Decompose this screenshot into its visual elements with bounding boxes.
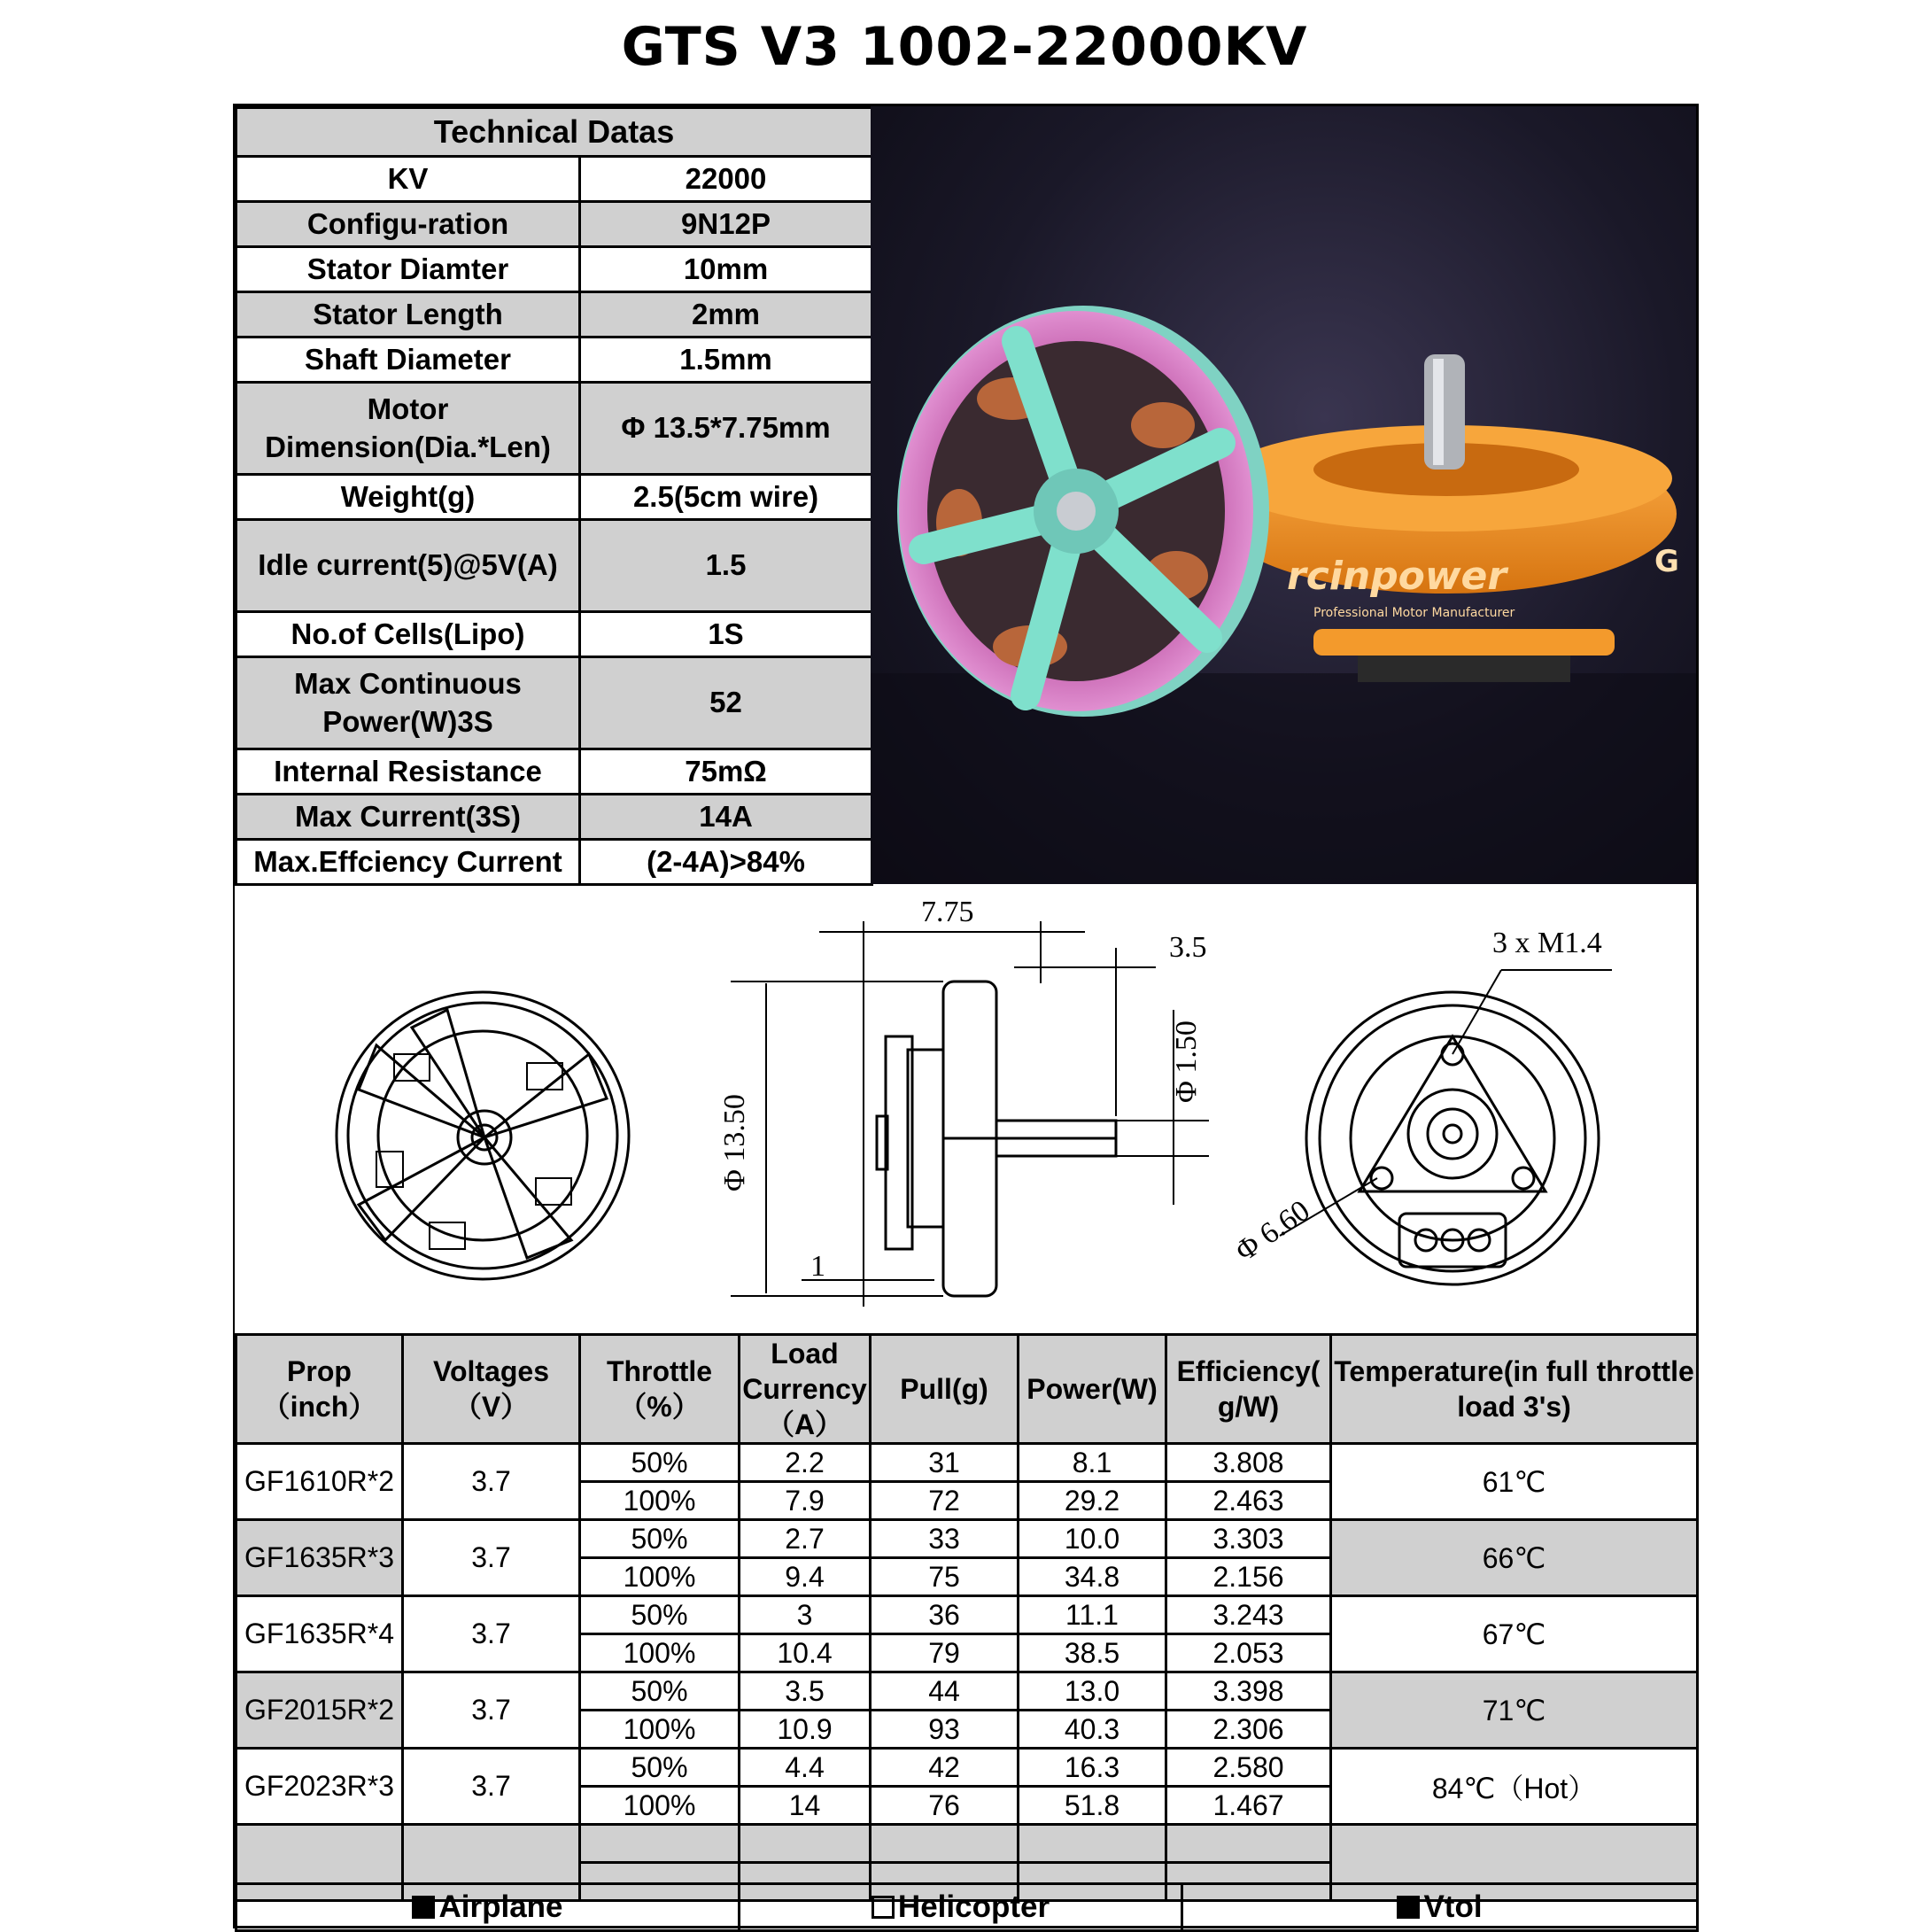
table-row	[236, 1749, 1698, 1787]
tech-header: Technical Datas	[236, 108, 872, 157]
spec-label: Max.Effciency Current	[236, 840, 580, 885]
efficiency-cell: 3.808	[1166, 1444, 1331, 1482]
current-cell: 10.9	[740, 1711, 871, 1749]
dim-bolt-circle: Φ 6.60	[1229, 1193, 1316, 1269]
current-cell: 7.9	[740, 1482, 871, 1520]
spec-value: 2.5(5cm wire)	[580, 475, 872, 520]
voltage-cell: 3.7	[403, 1444, 580, 1520]
col-prop: Prop （inch）	[236, 1335, 403, 1444]
checked-box-icon	[412, 1896, 435, 1919]
pull-cell: 76	[871, 1787, 1019, 1825]
temperature-cell: 67℃	[1331, 1596, 1698, 1672]
temperature-cell: 61℃	[1331, 1444, 1698, 1520]
pull-cell: 72	[871, 1482, 1019, 1520]
spec-value: (2-4A)>84%	[580, 840, 872, 885]
throttle-cell: 100%	[580, 1634, 740, 1672]
application-label: Vtol	[1423, 1889, 1483, 1924]
dim-base: 1	[810, 1250, 825, 1283]
current-cell: 3.5	[740, 1672, 871, 1711]
voltage-cell: 3.7	[403, 1749, 580, 1825]
table-row	[236, 1444, 1698, 1482]
temperature-cell: 84℃（Hot）	[1331, 1749, 1698, 1825]
efficiency-cell: 2.156	[1166, 1558, 1331, 1596]
orange-motor	[1216, 354, 1679, 682]
dim-screws: 3 x M1.4	[1492, 927, 1602, 959]
efficiency-cell: 2.580	[1166, 1749, 1331, 1787]
power-cell: 8.1	[1019, 1444, 1166, 1482]
spec-value: 14A	[580, 795, 872, 840]
efficiency-cell: 2.306	[1166, 1711, 1331, 1749]
dim-shaft-length: 3.5	[1169, 931, 1207, 964]
application-vtol	[1182, 1884, 1698, 1931]
efficiency-cell: 1.467	[1166, 1787, 1331, 1825]
spec-label: Motor Dimension(Dia.*Len)	[236, 383, 580, 475]
brand-logo: rcinpower	[1287, 554, 1507, 599]
col-pull: Pull(g)	[871, 1335, 1019, 1444]
col-efficiency: Efficiency( g/W)	[1166, 1335, 1331, 1444]
spec-value: 22000	[580, 157, 872, 202]
dim-shaft-diameter: Φ 1.50	[1170, 1020, 1203, 1103]
spec-label: Idle current(5)@5V(A)	[236, 520, 580, 612]
current-cell: 9.4	[740, 1558, 871, 1596]
throttle-cell: 100%	[580, 1787, 740, 1825]
pull-cell: 33	[871, 1520, 1019, 1558]
col-voltage: Voltages （V）	[403, 1335, 580, 1444]
voltage-cell: 3.7	[403, 1520, 580, 1596]
power-cell: 11.1	[1019, 1596, 1166, 1634]
throttle-cell: 100%	[580, 1482, 740, 1520]
power-cell: 13.0	[1019, 1672, 1166, 1711]
power-cell: 34.8	[1019, 1558, 1166, 1596]
checked-box-icon	[1397, 1896, 1420, 1919]
spec-label: KV	[236, 157, 580, 202]
spec-label: No.of Cells(Lipo)	[236, 612, 580, 657]
motor-render	[871, 106, 1696, 884]
prop-cell: GF1610R*2	[236, 1444, 403, 1520]
application-label: Airplane	[438, 1889, 563, 1924]
spec-value: 1.5	[580, 520, 872, 612]
spec-label: Stator Length	[236, 292, 580, 338]
efficiency-cell: 3.243	[1166, 1596, 1331, 1634]
spec-value: 75mΩ	[580, 749, 872, 795]
empty-row	[236, 1825, 1698, 1863]
spec-value: 10mm	[580, 247, 872, 292]
spec-label: Configu-ration	[236, 202, 580, 247]
test-data-table	[235, 1333, 1699, 1902]
temperature-cell: 66℃	[1331, 1520, 1698, 1596]
current-cell: 2.2	[740, 1444, 871, 1482]
current-cell: 4.4	[740, 1749, 871, 1787]
spec-value: 1S	[580, 612, 872, 657]
efficiency-cell: 3.398	[1166, 1672, 1331, 1711]
floor-reflection	[871, 673, 1696, 884]
application-airplane	[236, 1884, 740, 1931]
rear-view	[1280, 970, 1612, 1284]
power-cell: 10.0	[1019, 1520, 1166, 1558]
col-throttle: Throttle （%）	[580, 1335, 740, 1444]
spec-label: Stator Diamter	[236, 247, 580, 292]
throttle-cell: 50%	[580, 1596, 740, 1634]
power-cell: 40.3	[1019, 1711, 1166, 1749]
col-temperature: Temperature(in full throttle load 3's)	[1331, 1335, 1698, 1444]
side-view	[731, 921, 1209, 1307]
current-cell: 2.7	[740, 1520, 871, 1558]
table-row	[236, 1520, 1698, 1558]
current-cell: 14	[740, 1787, 871, 1825]
prop-cell: GF2023R*3	[236, 1749, 403, 1825]
pull-cell: 93	[871, 1711, 1019, 1749]
pull-cell: 75	[871, 1558, 1019, 1596]
front-view	[337, 992, 629, 1279]
efficiency-cell: 2.053	[1166, 1634, 1331, 1672]
prop-cell: GF1635R*3	[236, 1520, 403, 1596]
pull-cell: 31	[871, 1444, 1019, 1482]
technical-drawing	[235, 886, 1696, 1333]
spec-label: Max Current(3S)	[236, 795, 580, 840]
application-label: Helicopter	[897, 1889, 1050, 1924]
dim-length: 7.75	[921, 896, 974, 928]
current-cell: 3	[740, 1596, 871, 1634]
table-row	[236, 1596, 1698, 1634]
throttle-cell: 50%	[580, 1444, 740, 1482]
spec-value: 9N12P	[580, 202, 872, 247]
prop-cell: GF1635R*4	[236, 1596, 403, 1672]
spec-value: 52	[580, 657, 872, 749]
col-power: Power(W)	[1019, 1335, 1166, 1444]
spec-value: 2mm	[580, 292, 872, 338]
prop-cell: GF2015R*2	[236, 1672, 403, 1749]
page-title: GTS V3 1002-22000KV	[621, 16, 1308, 78]
applications-row	[235, 1882, 1699, 1932]
power-cell: 29.2	[1019, 1482, 1166, 1520]
temperature-cell: 71℃	[1331, 1672, 1698, 1749]
pull-cell: 44	[871, 1672, 1019, 1711]
throttle-cell: 50%	[580, 1672, 740, 1711]
unchecked-box-icon	[872, 1896, 895, 1919]
col-current: Load Currency（A）	[740, 1335, 871, 1444]
dimension-drawing	[235, 886, 1696, 1333]
efficiency-cell: 2.463	[1166, 1482, 1331, 1520]
spec-label: Max Continuous Power(W)3S	[236, 657, 580, 749]
power-cell: 16.3	[1019, 1749, 1166, 1787]
pink-motor	[897, 306, 1269, 717]
efficiency-cell: 3.303	[1166, 1520, 1331, 1558]
current-cell: 10.4	[740, 1634, 871, 1672]
pull-cell: 79	[871, 1634, 1019, 1672]
pull-cell: 42	[871, 1749, 1019, 1787]
pull-cell: 36	[871, 1596, 1019, 1634]
spec-label: Shaft Diameter	[236, 338, 580, 383]
power-cell: 38.5	[1019, 1634, 1166, 1672]
application-helicopter	[740, 1884, 1182, 1931]
throttle-cell: 50%	[580, 1749, 740, 1787]
throttle-cell: 100%	[580, 1711, 740, 1749]
spec-label: Internal Resistance	[236, 749, 580, 795]
voltage-cell: 3.7	[403, 1596, 580, 1672]
voltage-cell: 3.7	[403, 1672, 580, 1749]
technical-data-table	[235, 106, 873, 886]
spec-value: Φ 13.5*7.75mm	[580, 383, 872, 475]
throttle-cell: 100%	[580, 1558, 740, 1596]
power-cell: 51.8	[1019, 1787, 1166, 1825]
spec-value: 1.5mm	[580, 338, 872, 383]
brand-tagline: Professional Motor Manufacturer	[1313, 606, 1515, 620]
spec-label: Weight(g)	[236, 475, 580, 520]
table-row	[236, 1672, 1698, 1711]
dim-diameter: Φ 13.50	[718, 1094, 751, 1191]
throttle-cell: 50%	[580, 1520, 740, 1558]
product-photo	[871, 106, 1696, 884]
brand-badge: G	[1654, 544, 1679, 579]
